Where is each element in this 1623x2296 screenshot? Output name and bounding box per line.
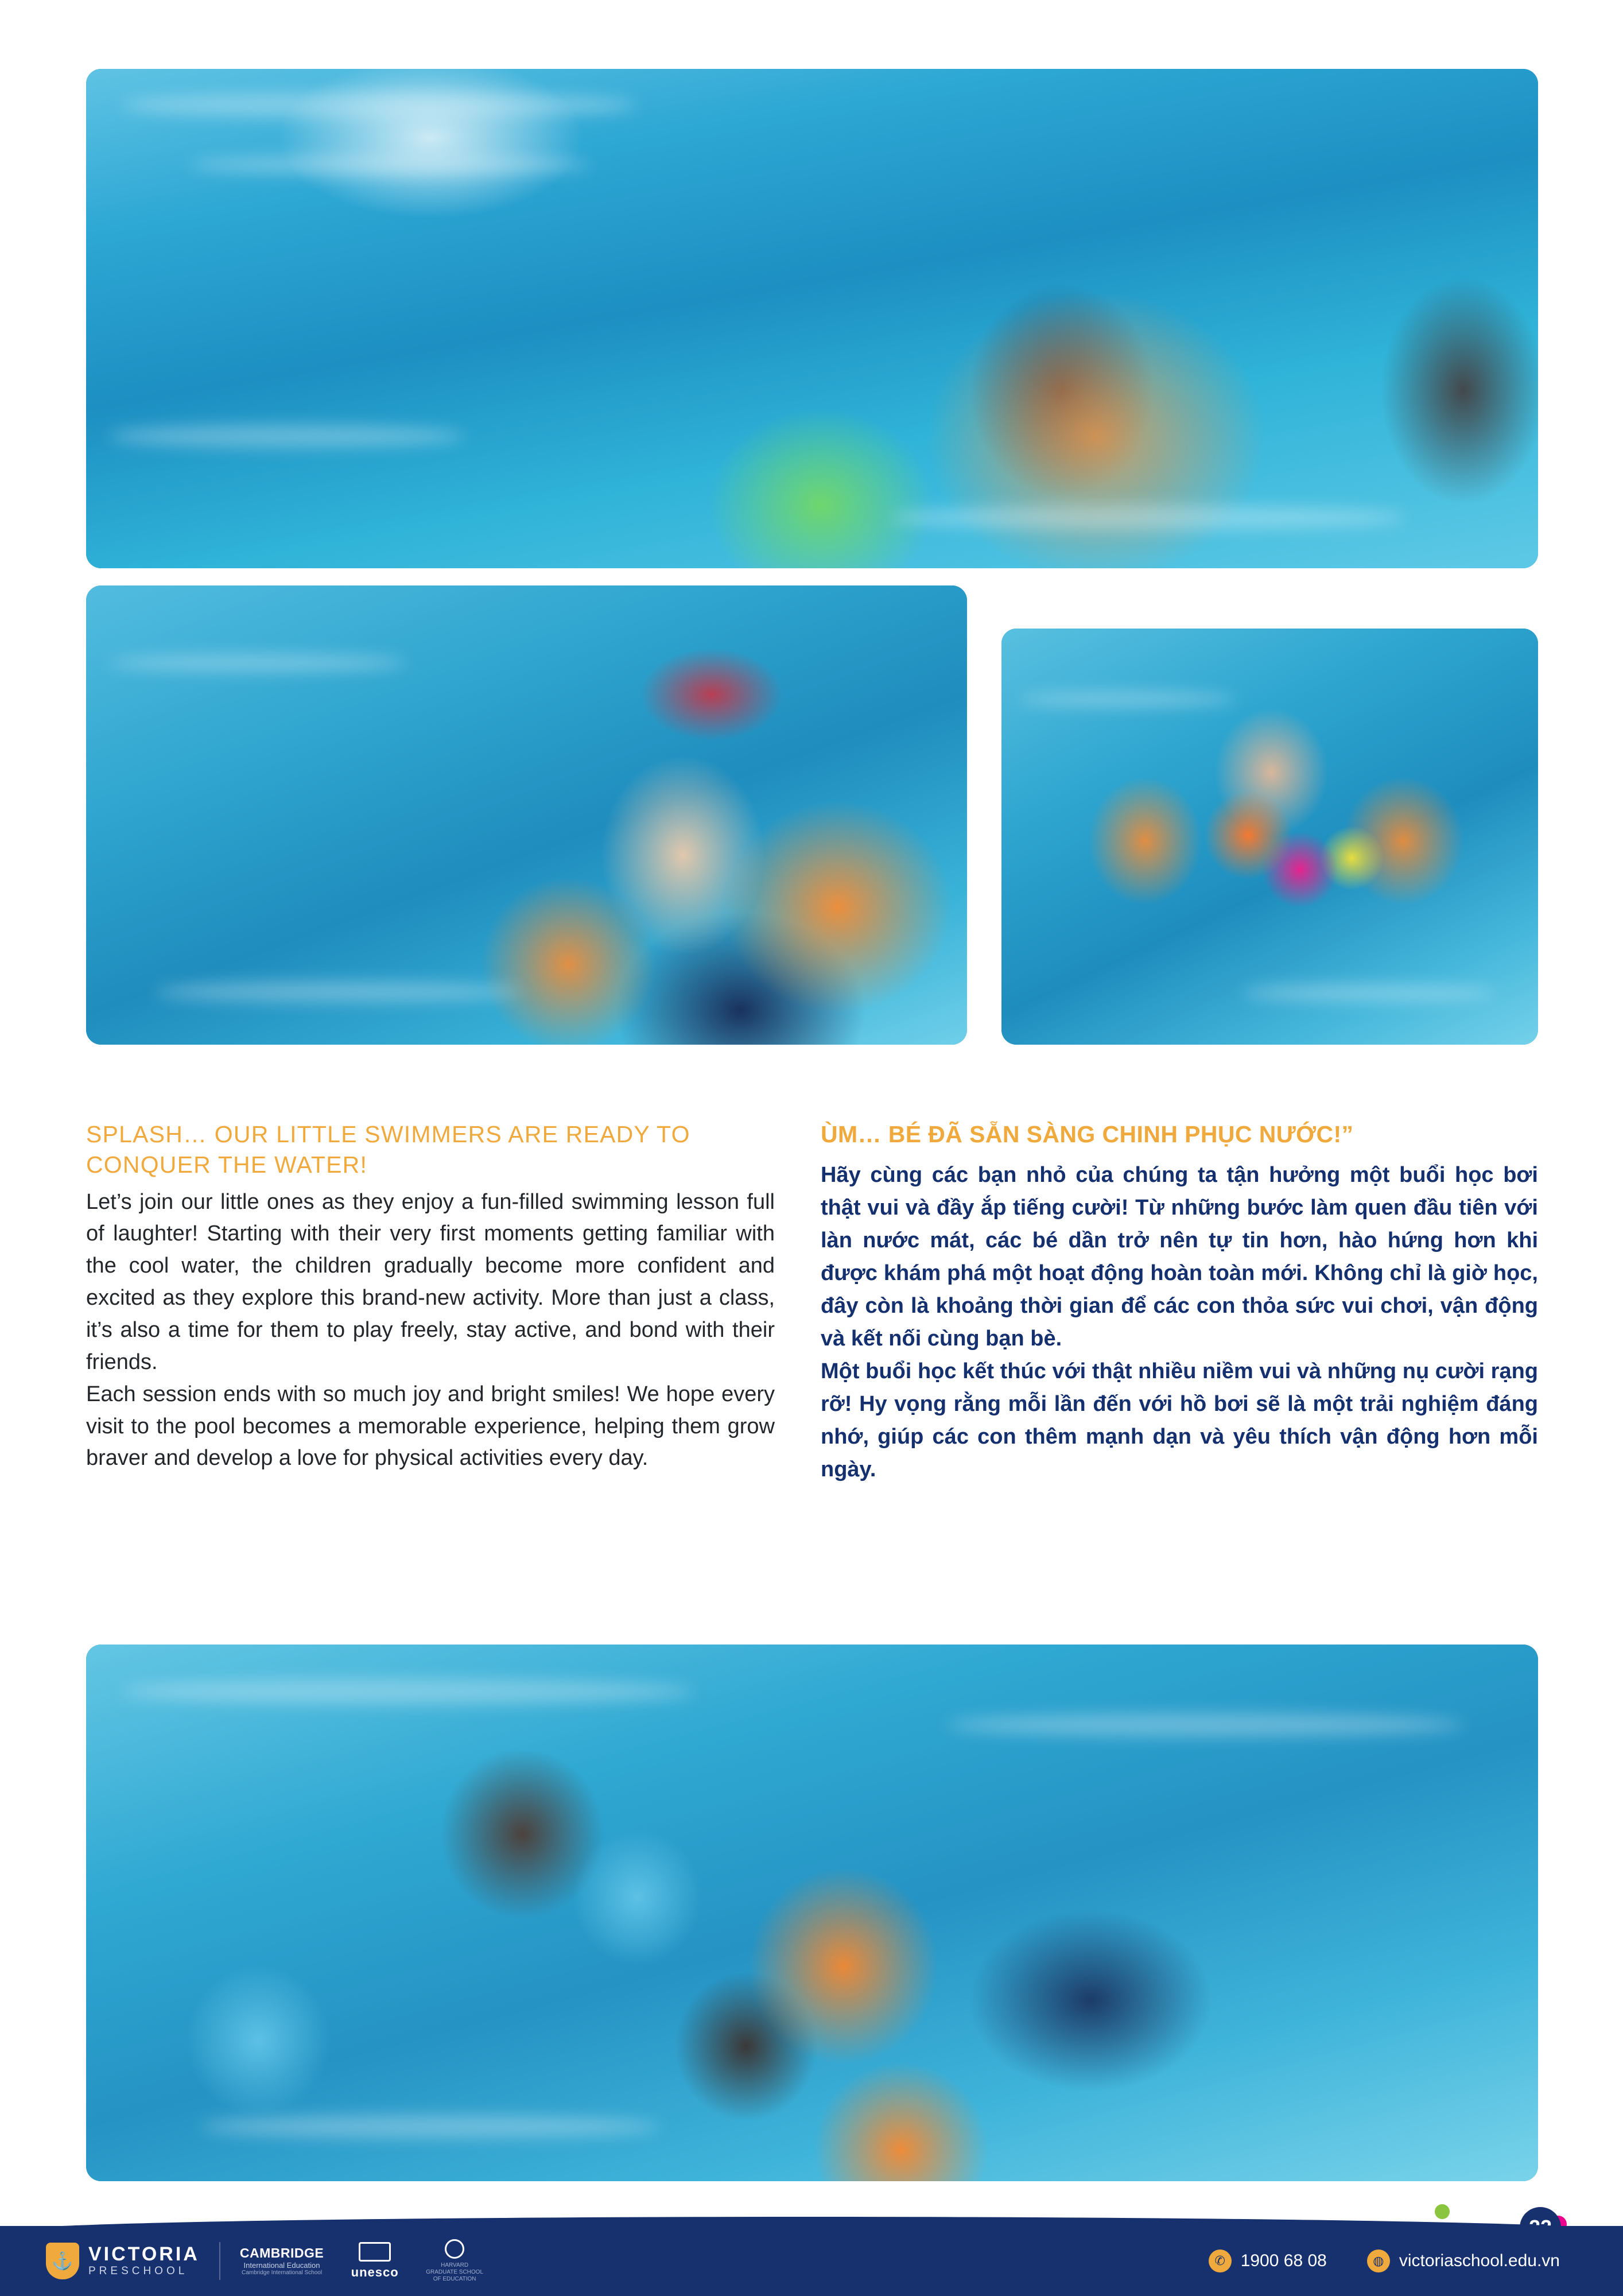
- unesco-title: unesco: [351, 2265, 399, 2279]
- photo-girl-with-balls: [1001, 629, 1538, 1045]
- contact-phone[interactable]: [1209, 2250, 1327, 2272]
- accreditation-harvard: [426, 2239, 483, 2282]
- paragraph-vi-2: Một buổi học kết thúc với thật nhiều niềm vui và những nụ cười rạng rỡ! Hy vọng rằng mỗi lần đến với hồ bơi sẽ là một trải nghiệm đáng nhớ, giúp các con thêm mạnh dạn và yêu thích vận động hơn mỗi ngày.: [821, 1359, 1538, 1482]
- harvard-crest-icon: [445, 2239, 464, 2259]
- cambridge-sub: International Education: [243, 2261, 320, 2270]
- harvard-title: HARVARD: [441, 2262, 469, 2269]
- photo-smiling-boy-in-pool: [86, 69, 1538, 568]
- paragraph-vi-1: Hãy cùng các bạn nhỏ của chúng ta tận hưởng một buổi học bơi thật vui và đầy ắp tiếng cười! Từ những bước làm quen đầu tiên với làn nước mát, các bé dần trở nên tự tin hơn, hào hứng hơn khi được khám phá một hoạt động hoàn toàn mới. Không chỉ là giờ học, đây còn là khoảng thời gian để các con thỏa sức vui chơi, vận động và kết nối cùng bạn bè.: [821, 1163, 1538, 1351]
- brand-sub: PRESCHOOL: [88, 2264, 188, 2277]
- decorative-dot: [1435, 2204, 1450, 2219]
- phone-icon: ✆: [1209, 2250, 1232, 2272]
- photo-children-floating: [86, 1645, 1538, 2181]
- body-vietnamese: [821, 1159, 1538, 1486]
- brand-name: VICTORIA: [88, 2243, 200, 2266]
- footer-divider: [219, 2242, 220, 2280]
- website-url: victoriaschool.edu.vn: [1399, 2251, 1560, 2270]
- victoria-preschool-logo: [46, 2243, 200, 2279]
- globe-icon: ◍: [1367, 2250, 1390, 2272]
- photo-boy-with-goggles: [86, 585, 967, 1045]
- contact-website[interactable]: [1367, 2250, 1560, 2272]
- heading-english: SPLASH… OUR LITTLE SWIMMERS ARE READY TO CONQUER THE WATER!: [86, 1121, 690, 1178]
- cambridge-tiny: Cambridge International School: [241, 2270, 323, 2276]
- anchor-icon: ⚓: [46, 2243, 79, 2279]
- harvard-sub: GRADUATE SCHOOL: [426, 2269, 484, 2276]
- cambridge-title: CAMBRIDGE: [239, 2245, 324, 2260]
- footer-contacts: [1209, 2250, 1560, 2272]
- paragraph-en-1: Let’s join our little ones as they enjoy a fun-filled swimming lesson full of laughter! Starting with their very first moments getting familiar with the cool water, the children gradually become more confident and excited as they explore this brand-new activity. More than just a class, it’s also a time for them to play freely, stay active, and bond with their friends.: [86, 1189, 775, 1374]
- body-english: [86, 1186, 775, 1475]
- page-footer: [0, 2226, 1623, 2296]
- unesco-mark-icon: [359, 2242, 391, 2262]
- photo-image: [86, 69, 1538, 568]
- footer-wave-shape: [0, 2217, 1623, 2232]
- harvard-tiny: OF EDUCATION: [433, 2275, 476, 2282]
- paragraph-en-2: Each session ends with so much joy and bright smiles! We hope every visit to the pool becomes a memorable experience, helping them grow braver and develop a love for physical activities every day.: [86, 1382, 775, 1471]
- phone-number: 1900 68 08: [1240, 2251, 1327, 2270]
- accreditation-cambridge: [240, 2245, 324, 2276]
- heading-vietnamese: ÙM… BÉ ĐÃ SẴN SÀNG CHINH PHỤC NƯỚC!”: [821, 1121, 1354, 1147]
- article-column-english: [86, 1119, 775, 1475]
- photo-image: [1001, 629, 1538, 1045]
- article-column-vietnamese: [821, 1119, 1538, 1486]
- accreditation-unesco: [350, 2242, 399, 2280]
